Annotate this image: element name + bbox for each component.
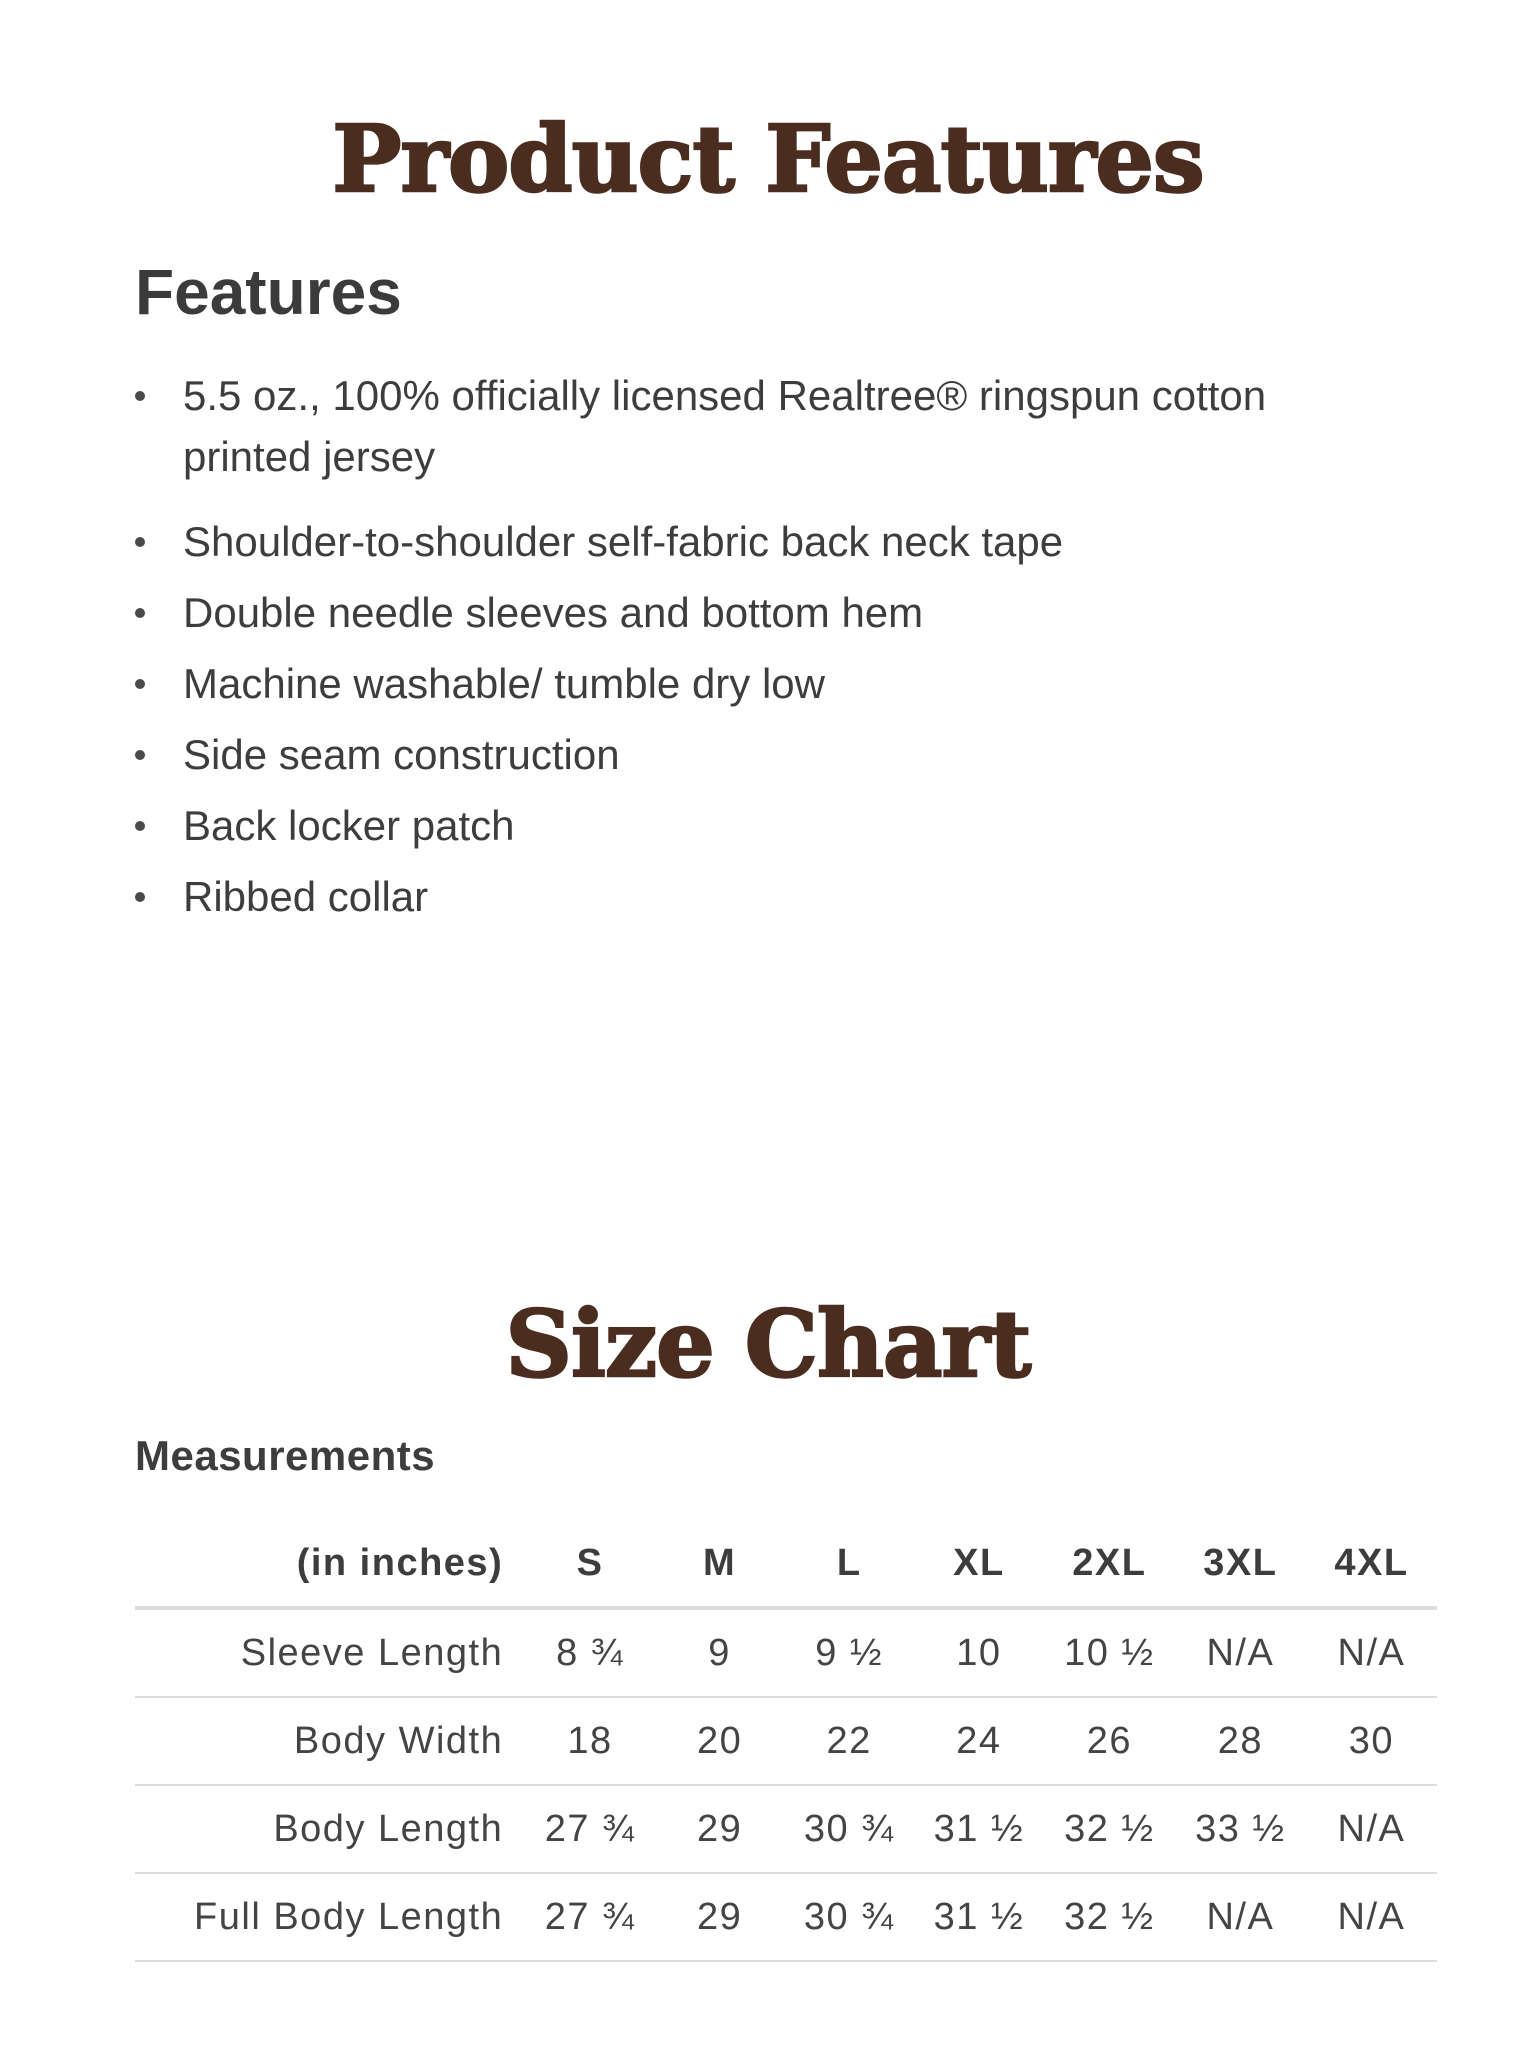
table-cell: 29 (655, 1873, 785, 1961)
size-chart-title: Size Chart (505, 1290, 1031, 1398)
table-cell: 32 ½ (1044, 1873, 1175, 1961)
table-cell: N/A (1306, 1873, 1437, 1961)
table-header-row (135, 1520, 1437, 1608)
table-cell: 29 (655, 1785, 785, 1873)
feature-text: 5.5 oz., 100% officially licensed Realtree® ringspun cotton printed jersey (183, 372, 1267, 480)
bullet-icon (135, 679, 145, 689)
bullet-icon (135, 821, 145, 831)
table-cell: 18 (525, 1697, 655, 1785)
table-cell: 24 (914, 1697, 1044, 1785)
row-label: Body Length (135, 1785, 525, 1873)
table-cell: 22 (784, 1697, 914, 1785)
feature-item (135, 582, 1405, 643)
size-header: M (655, 1520, 785, 1608)
table-cell: 30 ¾ (784, 1873, 914, 1961)
bullet-icon (135, 750, 145, 760)
feature-text: Machine washable/ tumble dry low (183, 660, 825, 707)
feature-item (135, 653, 1405, 714)
table-cell: 31 ½ (914, 1873, 1044, 1961)
feature-item (135, 795, 1405, 856)
table-cell: 10 (914, 1608, 1044, 1697)
table-cell: N/A (1306, 1608, 1437, 1697)
features-list (135, 365, 1405, 937)
feature-text: Side seam construction (183, 731, 620, 778)
feature-text: Ribbed collar (183, 873, 429, 920)
feature-text: Back locker patch (183, 802, 515, 849)
table-cell: N/A (1175, 1873, 1306, 1961)
product-features-title: Product Features (332, 105, 1204, 213)
feature-item (135, 724, 1405, 785)
feature-item (135, 866, 1405, 927)
table-cell: 27 ¾ (525, 1873, 655, 1961)
table-cell: 9 (655, 1608, 785, 1697)
units-header: (in inches) (135, 1520, 525, 1608)
row-label: Full Body Length (135, 1873, 525, 1961)
table-cell: 31 ½ (914, 1785, 1044, 1873)
table-cell: 33 ½ (1175, 1785, 1306, 1873)
table-cell: 10 ½ (1044, 1608, 1175, 1697)
bullet-icon (135, 892, 145, 902)
table-cell: 9 ½ (784, 1608, 914, 1697)
size-header: 4XL (1306, 1520, 1437, 1608)
row-label: Sleeve Length (135, 1608, 525, 1697)
size-header: XL (914, 1520, 1044, 1608)
table-cell: 20 (655, 1697, 785, 1785)
table-cell: 26 (1044, 1697, 1175, 1785)
measurements-heading: Measurements (135, 1432, 436, 1479)
size-header: S (525, 1520, 655, 1608)
size-table (135, 1520, 1437, 1962)
table-cell: 8 ¾ (525, 1608, 655, 1697)
table-cell: 30 (1306, 1697, 1437, 1785)
size-header: 2XL (1044, 1520, 1175, 1608)
table-cell: N/A (1175, 1608, 1306, 1697)
features-heading: Features (135, 256, 402, 328)
feature-text: Shoulder-to-shoulder self-fabric back neck tape (183, 518, 1064, 565)
table-cell: 30 ¾ (784, 1785, 914, 1873)
bullet-icon (135, 537, 145, 547)
row-label: Body Width (135, 1697, 525, 1785)
table-row (135, 1785, 1437, 1873)
feature-item (135, 365, 1405, 487)
table-row (135, 1873, 1437, 1961)
table-cell: N/A (1306, 1785, 1437, 1873)
table-cell: 28 (1175, 1697, 1306, 1785)
table-cell: 27 ¾ (525, 1785, 655, 1873)
bullet-icon (135, 608, 145, 618)
table-cell: 32 ½ (1044, 1785, 1175, 1873)
size-header: L (784, 1520, 914, 1608)
size-header: 3XL (1175, 1520, 1306, 1608)
feature-item (135, 511, 1405, 572)
feature-text: Double needle sleeves and bottom hem (183, 589, 924, 636)
table-row (135, 1608, 1437, 1697)
table-row (135, 1697, 1437, 1785)
bullet-icon (135, 391, 145, 401)
